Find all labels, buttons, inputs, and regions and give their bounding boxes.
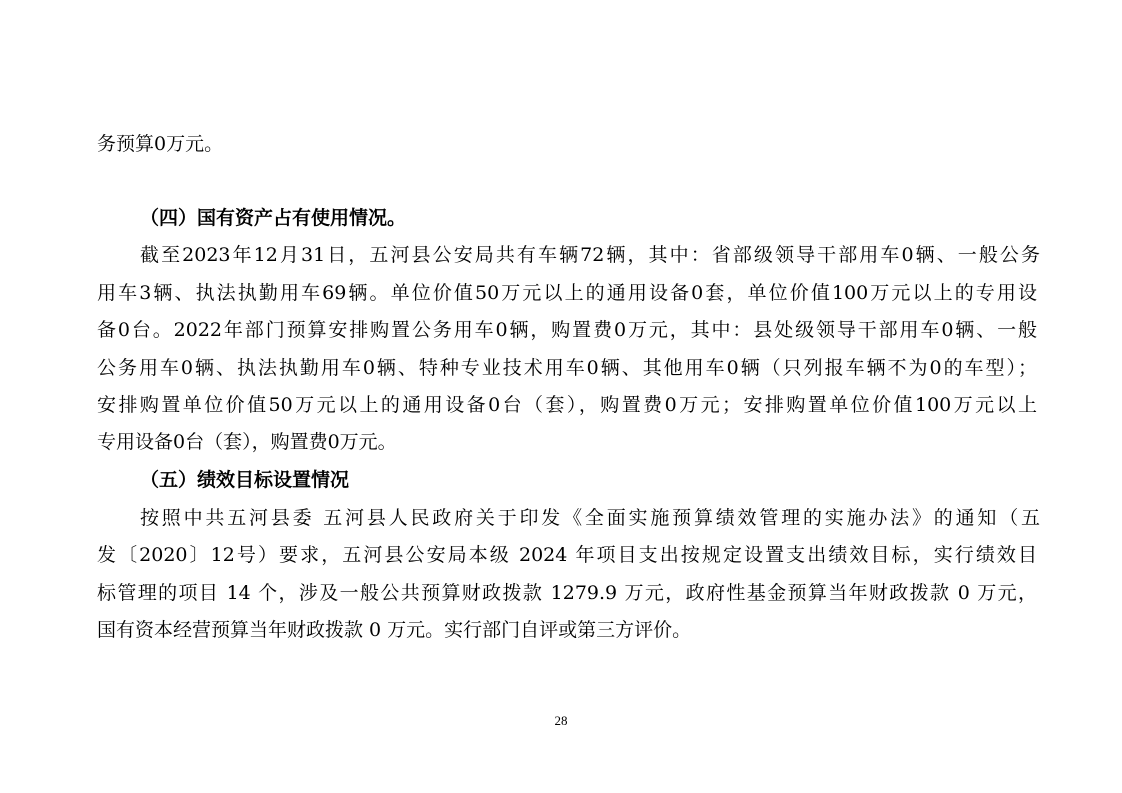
section-heading-5: （五）绩效目标设置情况 xyxy=(140,469,350,491)
section-heading-4: （四）国有资产占有使用情况。 xyxy=(140,207,407,229)
paragraph-line: 用车3辆、执法执勤用车69辆。单位价值50万元以上的通用设备0套，单位价值100万元以上的专用设 xyxy=(97,282,1037,304)
paragraph-line: 公务用车0辆、执法执勤用车0辆、特种专业技术用车0辆、其他用车0辆（只列报车辆不为0的车型）； xyxy=(97,357,1037,379)
paragraph-line: 备0台。2022年部门预算安排购置公务用车0辆，购置费0万元，其中：县处级领导干部用车0辆、一般 xyxy=(97,319,1037,341)
paragraph-line: 安排购置单位价值50万元以上的通用设备0台（套），购置费0万元；安排购置单位价值100万元以上 xyxy=(97,394,1037,416)
paragraph-line: 国有资本经营预算当年财政拨款 0 万元。实行部门自评或第三方评价。 xyxy=(97,619,692,641)
paragraph-line: 专用设备0台（套），购置费0万元。 xyxy=(97,431,397,453)
paragraph-line: 务预算0万元。 xyxy=(97,133,224,155)
page-number: 28 xyxy=(554,713,568,728)
paragraph-line: 按照中共五河县委 五河县人民政府关于印发《全面实施预算绩效管理的实施办法》的通知（五 xyxy=(140,507,1040,529)
paragraph-line: 标管理的项目 14 个，涉及一般公共预算财政拨款 1279.9 万元，政府性基金预算当年财政拨款 0 万元， xyxy=(97,582,1037,604)
paragraph-line: 发〔2020〕12号）要求，五河县公安局本级 2024 年项目支出按规定设置支出绩效目标，实行绩效目 xyxy=(97,544,1037,566)
paragraph-line: 截至2023年12月31日，五河县公安局共有车辆72辆，其中：省部级领导干部用车0辆、一般公务 xyxy=(140,244,1040,266)
